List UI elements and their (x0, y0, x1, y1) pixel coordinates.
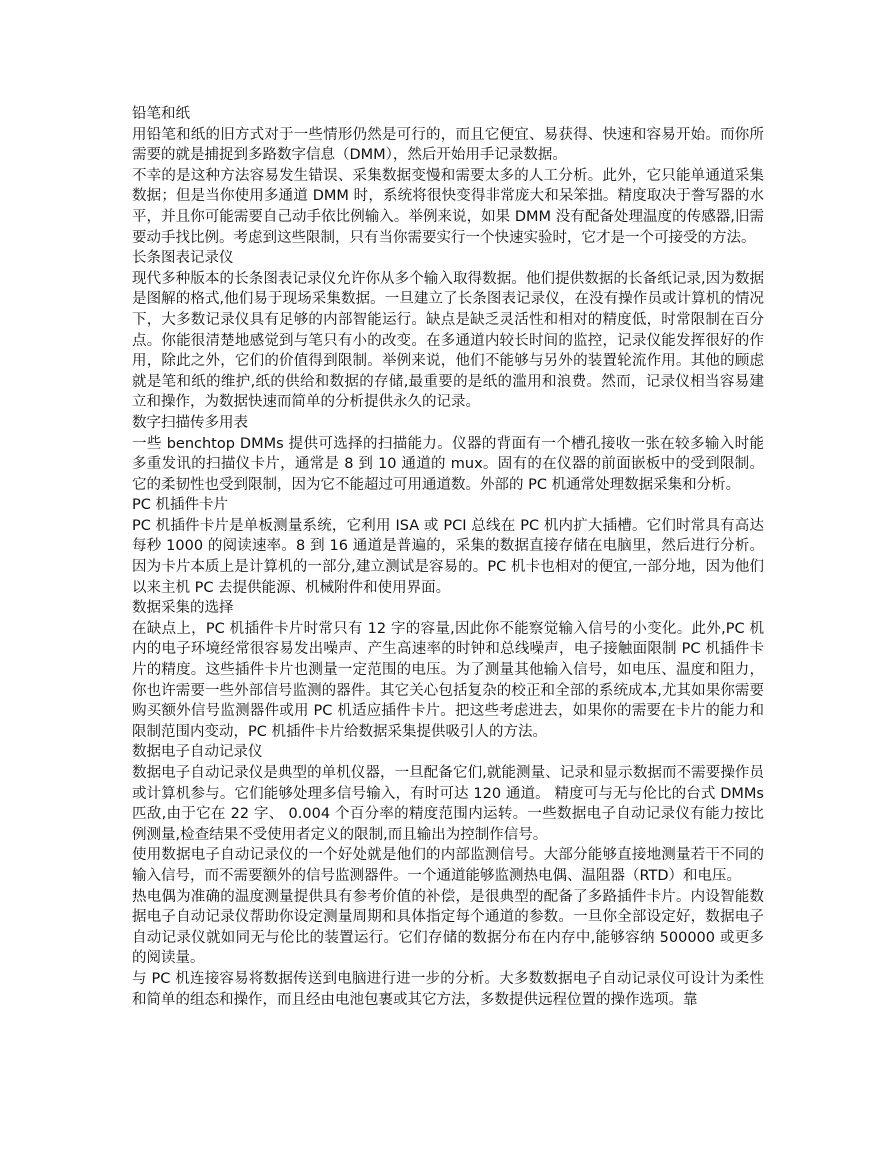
paragraph: 热电偶为准确的温度测量提供具有参考价值的补偿，是很典型的配备了多路插件卡片。内设智能数据电子自动记录仪帮助你设定测量周期和具体指定每个通道的参数。一旦你全部设定好，数据电子自动记录仪就如同无与伦比的装置运行。它们存储的数据分布在内存中,能够容纳 500000 或更多的阅读量。 (132, 888, 764, 967)
section-heading: 数据采集的选择 (132, 600, 234, 617)
paragraph: 一些 benchtop DMMs 提供可选择的扫描能力。仪器的背面有一个槽孔接收一张在较多输入时能多重发讯的扫描仪卡片，通常是 8 到 10 通道的 mux。固有的在仪器的前面嵌板中的受到限制。它的柔韧性也受到限制，因为它不能超过可用通道数。外部的 PC 机通常处理数据采集和分析。 (132, 435, 764, 493)
document-body (132, 104, 764, 1010)
paragraph: PC 机插件卡片是单板测量系统，它利用 ISA 或 PCI 总线在 PC 机内扩大插槽。它们时常具有高达每秒 1000 的阅读速率。8 到 16 通道是普遍的，采集的数据直接存储在电脑里，然后进行分析。因为卡片本质上是计算机的一部分,建立测试是容易的。PC 机卡也相对的便宜,一部分地，因为他们以来主机 PC 去提供能源、机械附件和使用界面。 (132, 517, 764, 596)
paragraph: 不幸的是这种方法容易发生错误、采集数据变慢和需要太多的人工分析。此外，它只能单通道采集数据；但是当你使用多通道 DMM 时，系统将很快变得非常庞大和呆笨拙。精度取决于誊写器的水平，并且你可能需要自己动手依比例输入。举例来说，如果 DMM 没有配备处理温度的传感器,旧需要动手找比例。考虑到这些限制，只有当你需要实行一个快速实验时，它才是一个可接受的方法。 (132, 167, 764, 246)
paragraph: 现代多种版本的长条图表记录仪允许你从多个输入取得数据。他们提供数据的长备纸记录,因为数据是图解的格式,他们易于现场采集数据。一旦建立了长条图表记录仪，在没有操作员或计算机的情况下，大多数记录仪具有足够的内部智能运行。缺点是缺乏灵活性和相对的精度低，时常限制在百分点。你能很清楚地感觉到与笔只有小的改变。在多通道内较长时间的监控，记录仪能发挥很好的作用，除此之外，它们的价值得到限制。举例来说，他们不能够与另外的装置轮流作用。其他的顾虑就是笔和纸的维护,纸的供给和数据的存储,最重要的是纸的滥用和浪费。然而，记录仪相当容易建立和操作，为数据快速而简单的分析提供永久的记录。 (132, 270, 764, 411)
section-heading: 铅笔和纸 (132, 106, 190, 122)
paragraph: 与 PC 机连接容易将数据传送到电脑进行进一步的分析。大多数数据电子自动记录仪可设计为柔性和简单的组态和操作，而且经由电池包裹或其它方法，多数提供远程位置的操作选项。靠 (132, 970, 764, 1008)
paragraph: 用铅笔和纸的旧方式对于一些情形仍然是可行的，而且它便宜、易获得、快速和容易开始。而你所需要的就是捕捉到多路数字信息（DMM），然后开始用手记录数据。 (132, 126, 764, 164)
section-heading: 数据电子自动记录仪 (132, 744, 263, 761)
section-heading: 数字扫描传多用表 (132, 414, 248, 431)
paragraph: 数据电子自动记录仪是典型的单机仪器，一旦配备它们,就能测量、记录和显示数据而不需要操作员或计算机参与。它们能够处理多信号输入，有时可达 120 通道。 精度可与无与伦比的台式 DMMs 匹敌,由于它在 22 字、 0.004 个百分率的精度范围内运转。一些数据电子自动记录仪有能力按比例测量,检查结果不受使用者定义的限制,而且输出为控制作信号。 (132, 765, 764, 843)
paragraph: 使用数据电子自动记录仪的一个好处就是他们的内部监测信号。大部分能够直接地测量若干不同的输入信号，而不需要额外的信号监测器件。一个通道能够监测热电偶、温阻器（RTD）和电压。 (132, 847, 764, 884)
section-heading: PC 机插件卡片 (132, 497, 228, 514)
paragraph: 在缺点上，PC 机插件卡片时常只有 12 字的容量,因此你不能察觉输入信号的小变化。此外,PC 机内的电子环境经常很容易发出噪声、产生高速率的时钟和总线噪声，电子接触面限制 PC 机插件卡片的精度。这些插件卡片也测量一定范围的电压。为了测量其他输入信号，如电压、温度和阻力，你也许需要一些外部信号监测的器件。其它关心包括复杂的校正和全部的系统成本,尤其如果你需要购买额外信号监测器件或用 PC 机适应插件卡片。把这些考虑进去，如果你的需要在卡片的能力和限制范围内变动，PC 机插件卡片给数据采集提供吸引人的方法。 (132, 620, 764, 740)
section-heading: 长条图表记录仪 (132, 250, 234, 267)
